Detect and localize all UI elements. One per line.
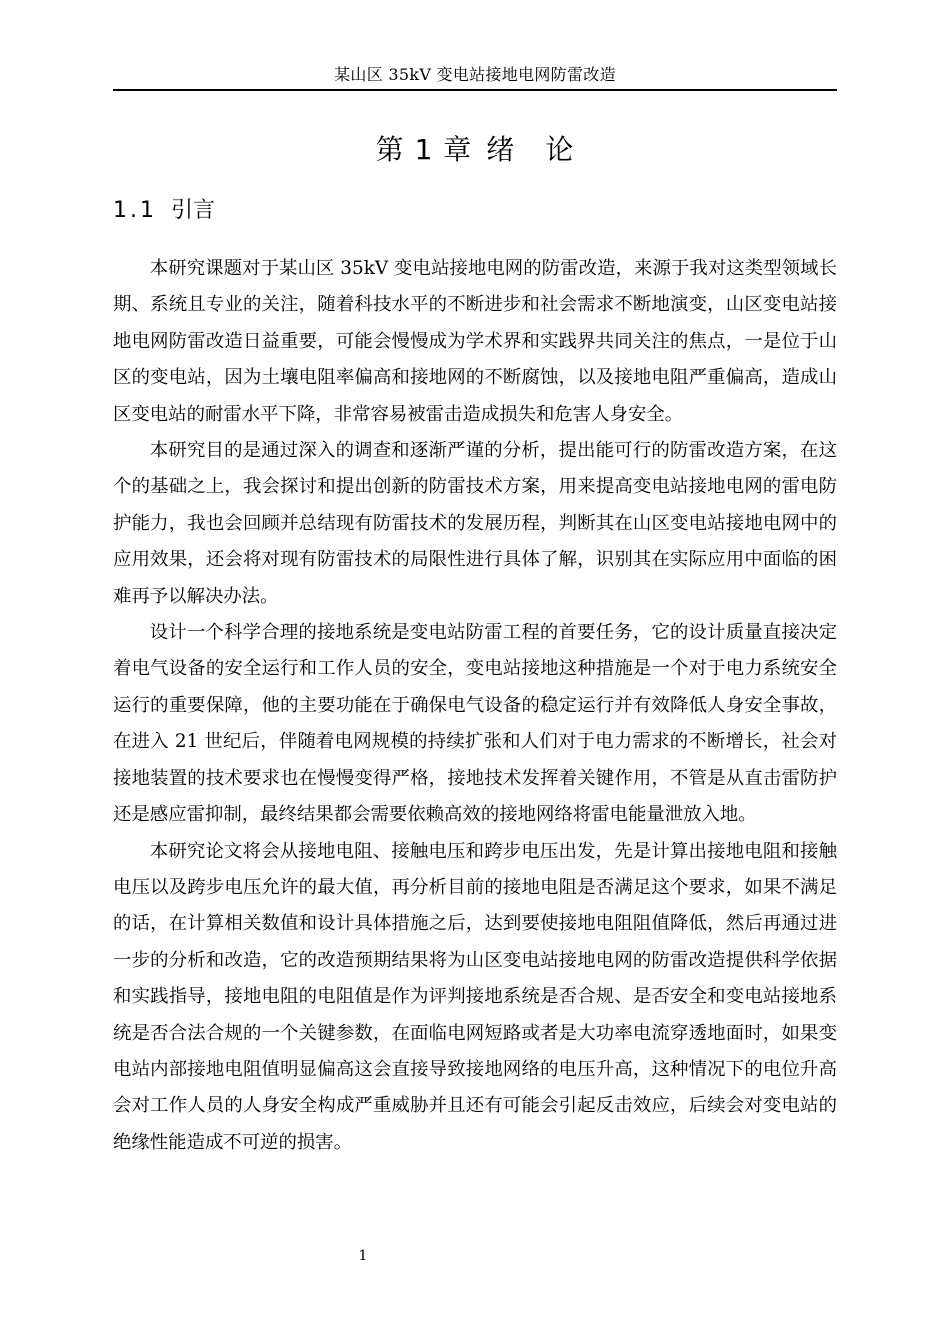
body-text <box>113 251 837 1161</box>
section-number: 1.1 <box>113 198 157 223</box>
chapter-number: 第 1 章 <box>375 133 473 166</box>
paragraph-3: 设计一个科学合理的接地系统是变电站防雷工程的首要任务，它的设计质量直接决定着电气设备的安全运行和工作人员的安全，变电站接地这种措施是一个对于电力系统安全运行的重要保障，他的主要功能在于确保电气设备的稳定运行并有效降低人身安全事故，在进入 21 世纪后，伴随着电网规模的持续扩张和人们对于电力需求的不断增长，社会对接地装置的技术要求也在慢慢变得严格，接地技术发挥着关键作用，不管是从直击雷防护还是感应雷抑制，最终结果都会需要依赖高效的接地网络将雷电能量泄放入地。 <box>113 622 837 826</box>
section-heading <box>113 193 215 229</box>
chapter-title <box>113 128 837 172</box>
paragraph-2: 本研究目的是通过深入的调查和逐渐严谨的分析，提出能可行的防雷改造方案，在这个的基础之上，我会探讨和提出创新的防雷技术方案，用来提高变电站接地电网的雷电防护能力，我也会回顾并总结现有防雷技术的发展历程，判断其在山区变电站接地电网中的应用效果，还会将对现有防雷技术的局限性进行具体了解，识别其在实际应用中面临的困难再予以解决办法。 <box>113 440 837 607</box>
header-divider <box>113 89 837 91</box>
paragraph-4: 本研究论文将会从接地电阻、接触电压和跨步电压出发，先是计算出接地电阻和接触电压以及跨步电压允许的最大值，再分析目前的接地电阻是否满足这个要求，如果不满足的话，在计算相关数值和设计具体措施之后，达到要使接地电阻阻值降低，然后再通过进一步的分析和改造，它的改造预期结果将为山区变电站接地电网的防雷改造提供科学依据和实践指导，接地电阻的电阻值是作为评判接地系统是否合规、是否安全和变电站接地系统是否合法合规的一个关键参数，在面临电网短路或者是大功率电流穿透地面时，如果变电站内部接地电阻值明显偏高这会直接导致接地网络的电压升高，这种情况下的电位升高会对工作人员的人身安全构成严重威胁并且还有可能会引起反击效应，后续会对变电站的绝缘性能造成不可逆的损害。 <box>113 840 837 1153</box>
running-header: 某山区 35kV 变电站接地电网防雷改造 <box>334 65 616 84</box>
page-number: 1 <box>358 1248 368 1264</box>
chapter-title-part2: 论 <box>545 133 575 166</box>
section-title: 引言 <box>171 198 216 223</box>
chapter-title-part1: 绪 <box>486 133 516 166</box>
paragraph-1: 本研究课题对于某山区 35kV 变电站接地电网的防雷改造，来源于我对这类型领域长期、系统且专业的关注，随着科技水平的不断进步和社会需求不断地演变，山区变电站接地电网防雷改造日益重要，可能会慢慢成为学术界和实践界共同关注的焦点，一是位于山区的变电站，因为土壤电阻率偏高和接地网的不断腐蚀，以及接地电阻严重偏高，造成山区变电站的耐雷水平下降，非常容易被雷击造成损失和危害人身安全。 <box>113 258 837 425</box>
